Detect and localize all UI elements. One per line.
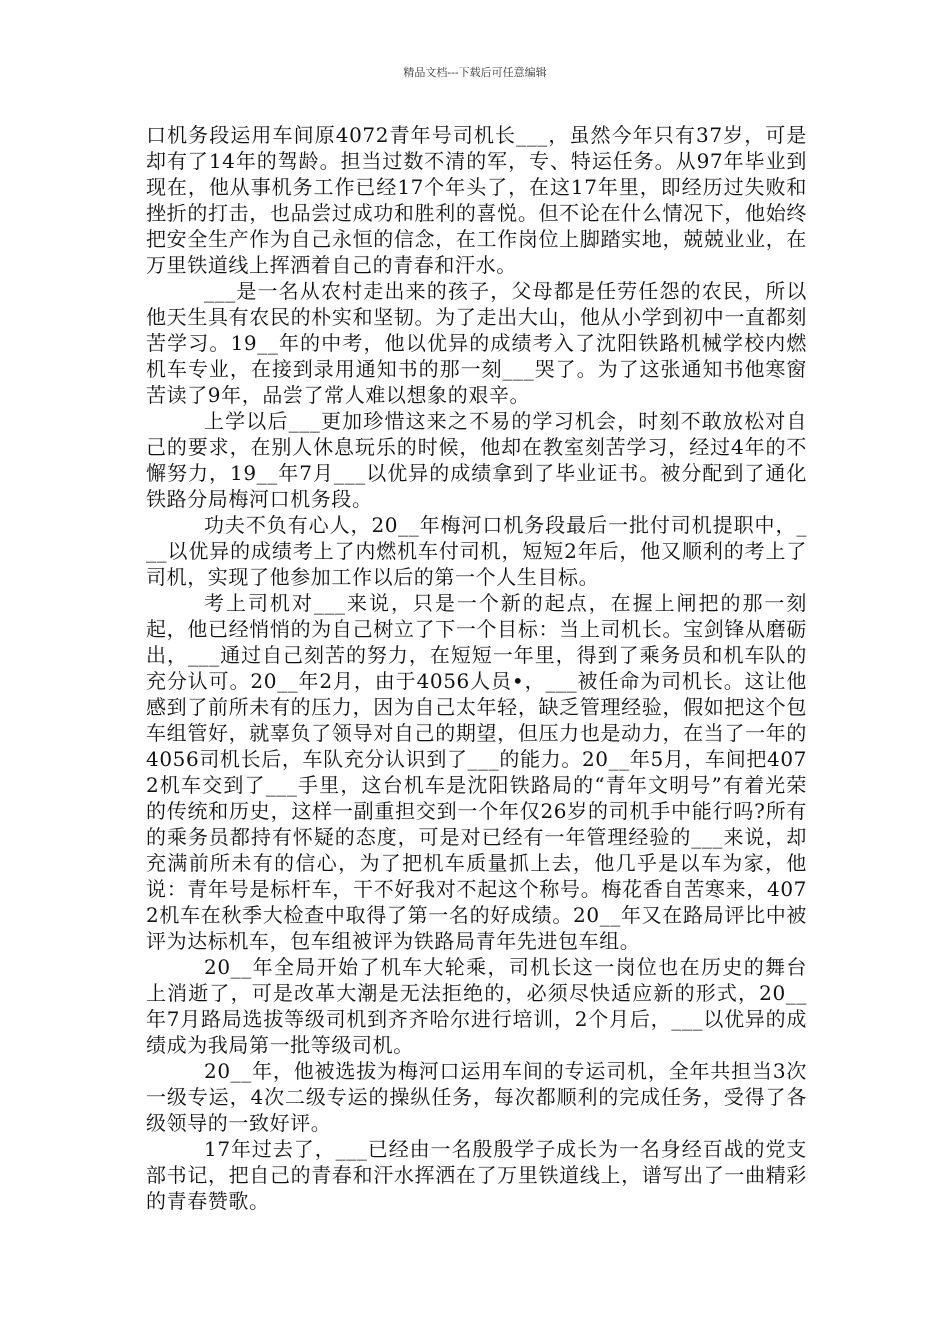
paragraph: 口机务段运用车间原4072青年号司机长___，虽然今年只有37岁，可是却有了14年的驾龄。担当过数不清的军，专、特运任务。从97年毕业到现在，他从事机务工作已经17个年头了，在这17年里，即经历过失败和挫折的打击，也品尝过成功和胜利的喜悦。但不论在什么情况下，他始终把安全生产作为自己永恒的信念，在工作岗位上脚踏实地，兢兢业业，在万里铁道线上挥洒着自己的青春和汗水。 bbox=[146, 123, 807, 277]
document-body bbox=[146, 122, 807, 1214]
paragraph: 20__年，他被选拔为梅河口运用车间的专运司机，全年共担当3次一级专运，4次二级专运的操纵任务，每次都顺利的完成任务，受得了各级领导的一致好评。 bbox=[146, 1059, 807, 1135]
page-header: 精品文档---下载后可任意编辑 bbox=[403, 66, 547, 79]
paragraph: 功夫不负有心人，20__年梅河口机务段最后一批付司机提职中，___以优异的成绩考上了内燃机车付司机，短短2年后，他又顺利的考上了司机，实现了他参加工作以后的第一个人生目标。 bbox=[146, 513, 807, 589]
paragraph: 考上司机对___来说，只是一个新的起点，在握上闸把的那一刻起，他已经悄悄的为自己树立了下一个目标：当上司机长。宝剑锋从磨砺出，___通过自己刻苦的努力，在短短一年里，得到了乘务员和机车队的充分认可。20__年2月，由于4056人员•，___被任命为司机长。这让他感到了前所未有的压力，因为自己太年轻，缺乏管理经验，假如把这个包车组管好，就辜负了领导对自己的期望，但压力也是动力，在当了一年的4056司机长后，车队充分认识到了___的能力。20__年5月，车间把4072机车交到了___手里，这台机车是沈阳铁路局的“青年文明号”有着光荣的传统和历史，这样一副重担交到一个年仅26岁的司机手中能行吗?所有的乘务员都持有怀疑的态度，可是对已经有一年管理经验的___来说，却充满前所未有的信心，为了把机车质量抓上去，他几乎是以车为家，他说：青年号是标杆车，干不好我对不起这个称号。梅花香自苦寒来，4072机车在秋季大检查中取得了第一名的好成绩。20__年又在路局评比中被评为达标机车，包车组被评为铁路局青年先进包车组。 bbox=[146, 591, 807, 953]
paragraph: 20__年全局开始了机车大轮乘，司机长这一岗位也在历史的舞台上消逝了，可是改革大潮是无法拒绝的，必须尽快适应新的形式，20__年7月路局选拔等级司机到齐齐哈尔进行培训，2个月后，___以优异的成绩成为我局第一批等级司机。 bbox=[146, 955, 807, 1057]
paragraph: 上学以后___更加珍惜这来之不易的学习机会，时刻不敢放松对自己的要求，在别人休息玩乐的时候，他却在教室刻苦学习，经过4年的不懈努力，19__年7月___以优异的成绩拿到了毕业证书。被分配到了通化铁路分局梅河口机务段。 bbox=[146, 409, 807, 511]
paragraph: ___是一名从农村走出来的孩子，父母都是任劳任怨的农民，所以他天生具有农民的朴实和坚韧。为了走出大山，他从小学到初中一直都刻苦学习。19__年的中考，他以优异的成绩考入了沈阳铁路机械学校内燃机车专业，在接到录用通知书的那一刻___哭了。为了这张通知书他寒窗苦读了9年，品尝了常人难以想象的艰辛。 bbox=[146, 279, 807, 407]
paragraph: 17年过去了，___已经由一名殷殷学子成长为一名身经百战的党支部书记，把自己的青春和汗水挥洒在了万里铁道线上，谱写出了一曲精彩的青春赞歌。 bbox=[146, 1137, 807, 1213]
